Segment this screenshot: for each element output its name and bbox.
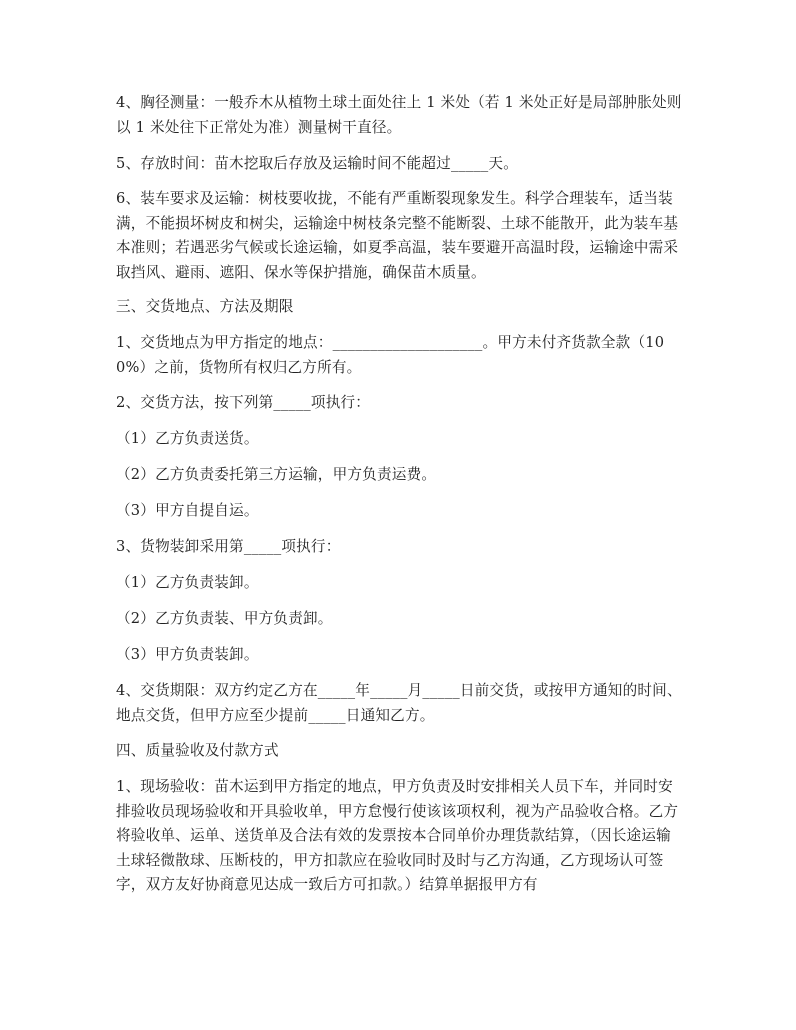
clause-delivery-deadline: 4、交货期限：双方约定乙方在_____年_____月_____日前交货，或按甲方通知的时间、地点交货，但甲方应至少提前_____日通知乙方。 xyxy=(116,682,682,724)
option-third-party: （2）乙方负责委托第三方运输，甲方负责运费。 xyxy=(116,466,437,483)
section-heading-inspection: 四、质量验收及付款方式 xyxy=(116,742,279,759)
option-buyer-loads: （3）甲方负责装卸。 xyxy=(116,646,259,663)
clause-dbh-measurement: 4、胸径测量：一般乔木从植物土球土面处往上 1 米处（若 1 米处正好是局部肿胀处则以 1 米处往下正常处为准）测量树干直径。 xyxy=(116,94,682,136)
clause-loading-unloading: 3、货物装卸采用第_____项执行： xyxy=(116,538,341,555)
option-seller-delivers: （1）乙方负责送货。 xyxy=(116,430,259,447)
section-heading-delivery: 三、交货地点、方法及期限 xyxy=(116,298,294,315)
clause-delivery-method: 2、交货方法，按下列第_____项执行： xyxy=(116,394,371,411)
clause-loading-transport: 6、装车要求及运输：树枝要收拢，不能有严重断裂现象发生。科学合理装车，适当装满，不能损坏树皮和树尖，运输途中树枝条完整不能断裂、土球不能散开，此为装车基本准则；若遇恶劣气候或长途运输，如夏季高温，装车要避开高温时段，运输途中需采取挡风、避雨、遮阳、保水等保护措施，确保苗木质量。 xyxy=(116,190,679,281)
clause-onsite-inspection: 1、现场验收：苗木运到甲方指定的地点，甲方负责及时安排相关人员下车，并同时安排验收员现场验收和开具验收单，甲方怠慢行使该该项权利，视为产品验收合格。乙方将验收单、运单、送货单及合法有效的发票按本合同单价办理货款结算，（因长途运输土球轻微散球、压断枝的，甲方扣款应在验收同时及时与乙方沟通，乙方现场认可签字，双方友好协商意见达成一致后方可扣款。）结算单据报甲方有 xyxy=(116,778,679,893)
option-split-loading: （2）乙方负责装、甲方负责卸。 xyxy=(116,610,333,627)
option-buyer-pickup: （3）甲方自提自运。 xyxy=(116,502,259,519)
clause-delivery-location: 1、交货地点为甲方指定的地点：____________________。甲方未付齐货款全款（100%）之前，货物所有权归乙方所有。 xyxy=(116,334,665,376)
clause-storage-time: 5、存放时间：苗木挖取后存放及运输时间不能超过_____天。 xyxy=(116,155,519,172)
option-seller-loads: （1）乙方负责装卸。 xyxy=(116,574,259,591)
